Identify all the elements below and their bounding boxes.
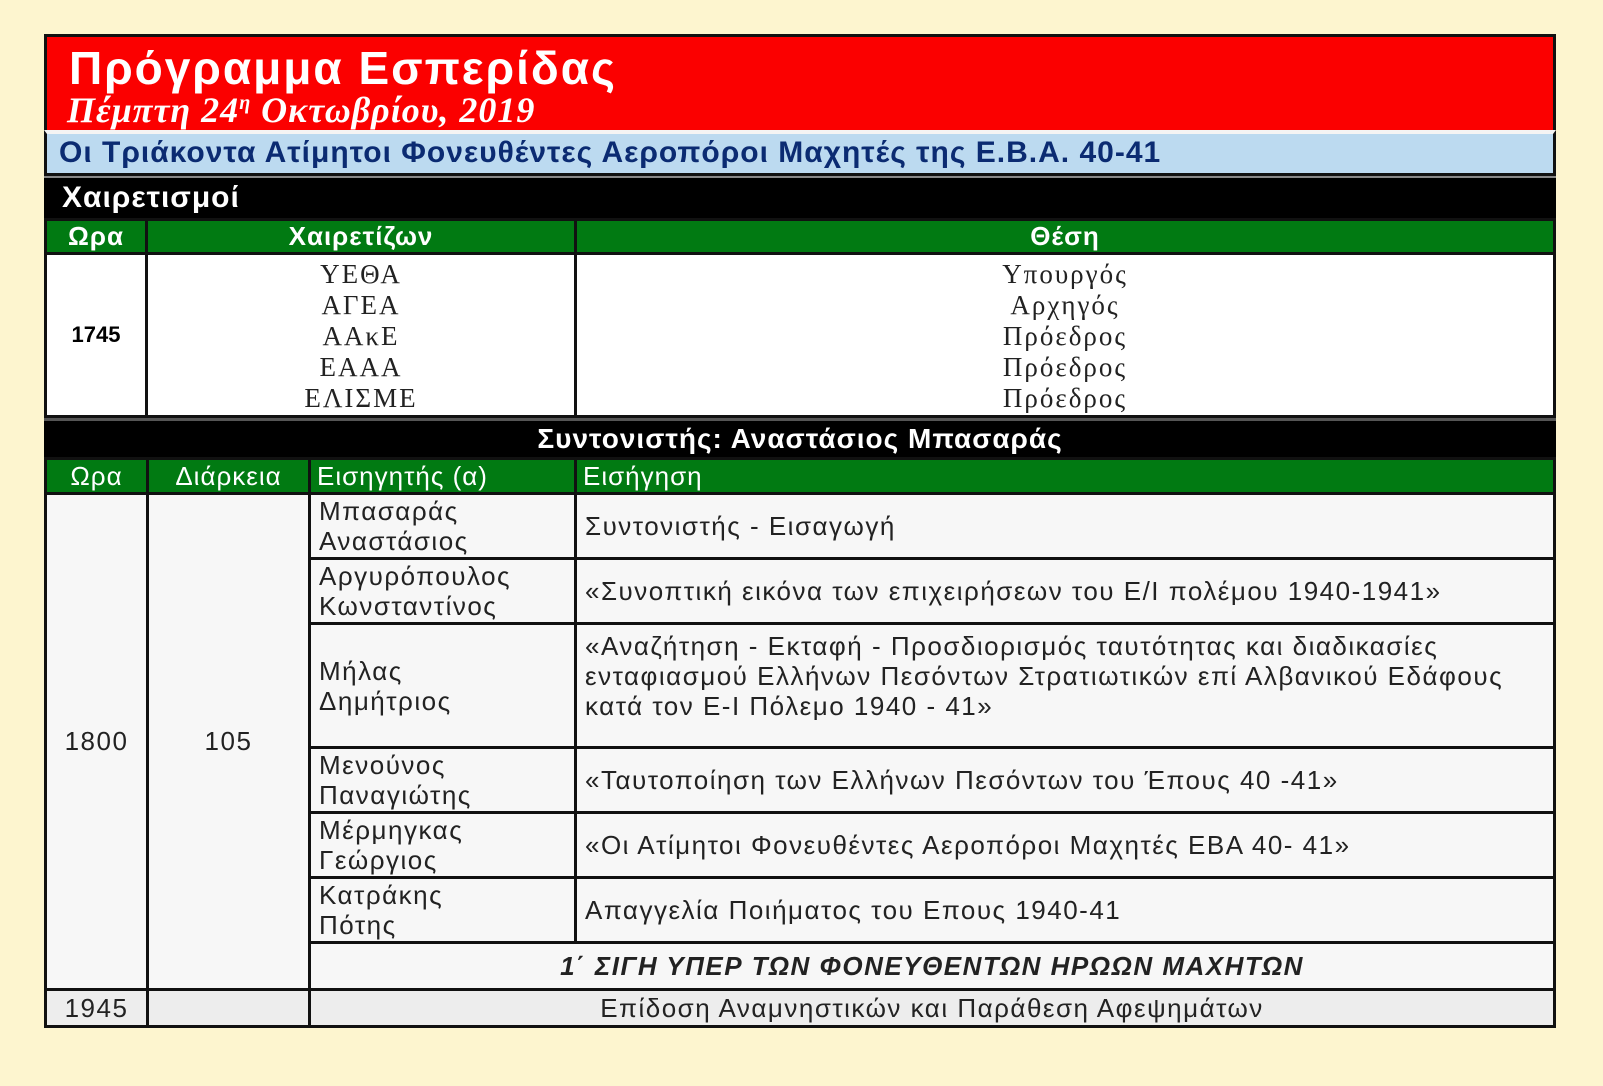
speaker-name: Μενούνος Παναγιώτης xyxy=(310,748,576,813)
speaker-name: Μπασαράς Αναστάσιος xyxy=(310,494,576,559)
speaker-name: Μέρμηγκας Γεώργιος xyxy=(310,813,576,878)
session-header-row xyxy=(46,459,1555,494)
greetings-time: 1745 xyxy=(46,254,147,417)
moment-of-silence: 1΄ ΣΙΓΗ ΥΠΕΡ ΤΩΝ ΦΟΝΕΥΘΕΝΤΩΝ ΗΡΩΩΝ ΜΑΧΗΤΩΝ xyxy=(310,943,1555,990)
col-header-greeter: Χαιρετίζων xyxy=(147,220,576,254)
final-time: 1945 xyxy=(46,990,148,1027)
greeter-item: ΑΓΕΑ xyxy=(321,290,401,320)
final-activity: Επίδοση Αναμνηστικών και Παράθεση Αφεψημάτων xyxy=(310,990,1555,1027)
greetings-header-row xyxy=(46,220,1555,254)
final-duration-empty xyxy=(148,990,310,1027)
talk-title: «Αναζήτηση - Εκταφή - Προσδιορισμός ταυτότητας και διαδικασίες ενταφιασμού Ελλήνων Πεσόντων Στρατιωτικών επί Αλβανικού Εδάφους κατά τον Ε-Ι Πόλεμο 1940 - 41» xyxy=(576,624,1555,748)
session-time: 1800 xyxy=(46,494,148,990)
position-item: Υπουργός xyxy=(1002,259,1128,289)
greeter-item: ΕΛΙΣΜΕ xyxy=(304,383,418,413)
greetings-table xyxy=(44,218,1556,418)
position-item: Πρόεδρος xyxy=(1002,321,1128,351)
coordinator-bar: Συντονιστής: Αναστάσιος Μπασαράς xyxy=(44,418,1556,457)
col-header-duration: Διάρκεια xyxy=(148,459,310,494)
col-header-position: Θέση xyxy=(576,220,1555,254)
session-table xyxy=(44,457,1556,1028)
greetings-section-title: Χαιρετισμοί xyxy=(44,176,1556,218)
position-item: Πρόεδρος xyxy=(1002,352,1128,382)
page-title: Πρόγραμμα Εσπερίδας xyxy=(69,42,617,94)
position-item: Πρόεδρος xyxy=(1002,383,1128,413)
position-item: Αρχηγός xyxy=(1010,290,1120,320)
col-header-time: Ωρα xyxy=(46,459,148,494)
talk-title: Συντονιστής - Εισαγωγή xyxy=(576,494,1555,559)
speaker-name: Κατράκης Πότης xyxy=(310,878,576,943)
greeter-item: ΑΑκΕ xyxy=(322,321,400,351)
speaker-name: Μήλας Δημήτριος xyxy=(310,624,576,748)
col-header-talk: Εισήγηση xyxy=(576,459,1555,494)
event-date: Πέμπτη $24^\eta$ Οκτωβρίου, 2019 xyxy=(67,90,536,130)
talk-title: «Ταυτοποίηση των Ελλήνων Πεσόντων του Έπους 40 -41» xyxy=(576,748,1555,813)
program-sheet xyxy=(44,34,1556,1028)
session-duration: 105 xyxy=(148,494,310,990)
title-banner xyxy=(44,34,1556,130)
greeter-item: ΥΕΘΑ xyxy=(320,259,402,289)
event-subtitle: Οι Τριάκοντα Ατίμητοι Φονευθέντες Αεροπόροι Μαχητές της Ε.Β.Α. 40-41 xyxy=(44,130,1556,176)
speaker-name: Αργυρόπουλος Κωνσταντίνος xyxy=(310,559,576,624)
final-row xyxy=(46,990,1555,1027)
talk-title: «Συνοπτική εικόνα των επιχειρήσεων του Ε/Ι πολέμου 1940-1941» xyxy=(576,559,1555,624)
col-header-speaker: Εισηγητής (α) xyxy=(310,459,576,494)
col-header-time: Ωρα xyxy=(46,220,147,254)
greeters-list xyxy=(147,254,576,417)
greeter-item: ΕΑΑΑ xyxy=(319,352,403,382)
table-row xyxy=(46,494,1555,559)
positions-list xyxy=(576,254,1555,417)
talk-title: «Οι Ατίμητοι Φονευθέντες Αεροπόροι Μαχητές ΕΒΑ 40- 41» xyxy=(576,813,1555,878)
greetings-row xyxy=(46,254,1555,417)
talk-title: Απαγγελία Ποιήματος του Επους 1940-41 xyxy=(576,878,1555,943)
